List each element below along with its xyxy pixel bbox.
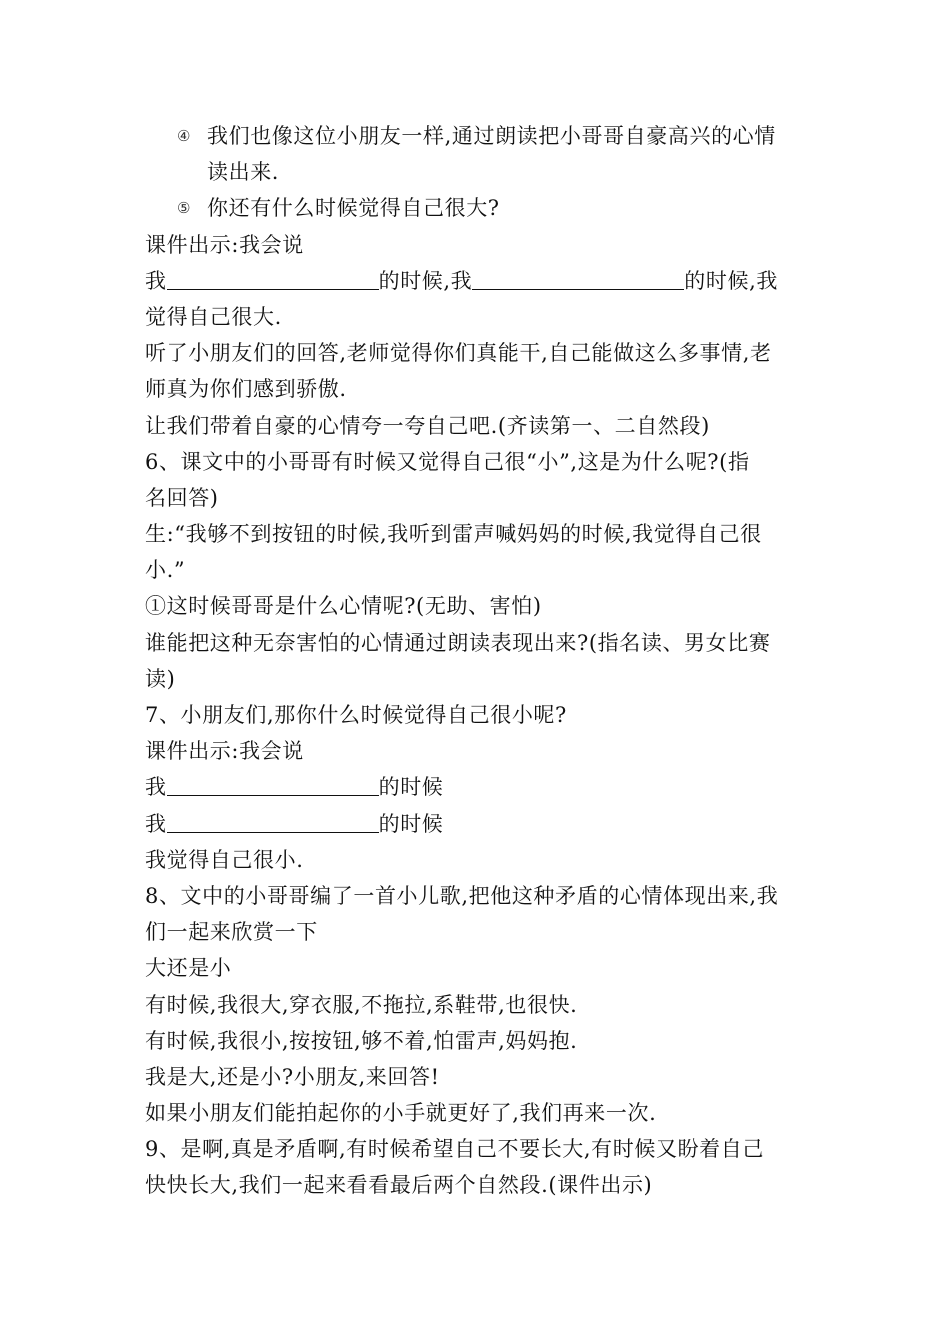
paragraph-text: 我觉得自己很小. bbox=[145, 847, 304, 872]
paragraph-text: 读出来. bbox=[207, 160, 280, 185]
paragraph-text: 6、课文中的小哥哥有时候又觉得自己很“小”,这是为什么呢?(指 bbox=[145, 449, 750, 474]
text-line bbox=[145, 1131, 815, 1167]
paragraph-text: 听了小朋友们的回答,老师觉得你们真能干,自己能做这么多事情,老 bbox=[145, 341, 772, 366]
paragraph-text: 如果小朋友们能拍起你的小手就更好了,我们再来一次. bbox=[145, 1101, 657, 1126]
list-item-4 bbox=[145, 118, 815, 154]
fill-middle: 的时候,我 bbox=[378, 268, 473, 293]
text-line bbox=[145, 733, 815, 769]
paragraph-text: 快快长大,我们一起来看看最后两个自然段.(课件出示) bbox=[145, 1173, 653, 1198]
text-line bbox=[145, 697, 815, 733]
paragraph-text: 小.” bbox=[145, 558, 186, 583]
text-line bbox=[145, 625, 815, 661]
fill-prefix: 我 bbox=[145, 775, 167, 800]
text-line bbox=[145, 661, 815, 697]
blank-line bbox=[167, 267, 379, 290]
paragraph-text: 读) bbox=[145, 666, 176, 691]
text-line bbox=[145, 1095, 815, 1131]
blank-line bbox=[472, 267, 684, 290]
fill-in-line bbox=[145, 769, 815, 805]
text-line bbox=[145, 516, 815, 552]
text-line bbox=[145, 842, 815, 878]
text-line bbox=[145, 444, 815, 480]
blank-line bbox=[167, 773, 379, 796]
text-line bbox=[145, 299, 815, 335]
paragraph-text: 8、文中的小哥哥编了一首小儿歌,把他这种矛盾的心情体现出来,我 bbox=[145, 883, 779, 908]
fill-in-line bbox=[145, 806, 815, 842]
text-line bbox=[145, 335, 815, 371]
paragraph-text: 有时候,我很小,按按钮,够不着,怕雷声,妈妈抱. bbox=[145, 1028, 578, 1053]
paragraph-text: 7、小朋友们,那你什么时候觉得自己很小呢? bbox=[145, 703, 567, 727]
paragraph-text: 你还有什么时候觉得自己很大? bbox=[207, 196, 500, 221]
list-item-5 bbox=[145, 190, 815, 226]
paragraph-text: 名回答) bbox=[145, 485, 219, 510]
text-line bbox=[145, 371, 815, 407]
paragraph-text: 师真为你们感到骄傲. bbox=[145, 377, 347, 402]
text-line bbox=[145, 227, 815, 263]
text-line bbox=[145, 878, 815, 914]
paragraph-text: 大还是小 bbox=[145, 956, 232, 981]
poem-line bbox=[145, 1059, 815, 1095]
text-line bbox=[145, 914, 815, 950]
paragraph-text: 9、是啊,真是矛盾啊,有时候希望自己不要长大,有时候又盼着自己 bbox=[145, 1137, 764, 1162]
blank-line bbox=[167, 810, 379, 833]
paragraph-text: 我们也像这位小朋友一样,通过朗读把小哥哥自豪高兴的心情 bbox=[207, 124, 776, 148]
paragraph-text: 让我们带着自豪的心情夸一夸自己吧.(齐读第一、二自然段) bbox=[145, 413, 710, 438]
paragraph-text: 生:“我够不到按钮的时候,我听到雷声喊妈妈的时候,我觉得自己很 bbox=[145, 522, 762, 547]
fill-suffix: 的时候 bbox=[378, 775, 444, 800]
fill-in-line bbox=[145, 263, 815, 299]
text-line bbox=[145, 408, 815, 444]
fill-prefix: 我 bbox=[145, 811, 167, 836]
paragraph-text: 课件出示:我会说 bbox=[145, 739, 304, 764]
poem-line bbox=[145, 1023, 815, 1059]
text-line bbox=[145, 1167, 815, 1203]
paragraph-text: 们一起来欣赏一下 bbox=[145, 920, 318, 945]
fill-prefix: 我 bbox=[145, 268, 167, 293]
poem-title bbox=[145, 950, 815, 986]
paragraph-text: 有时候,我很大,穿衣服,不拖拉,系鞋带,也很快. bbox=[145, 992, 578, 1017]
document-body bbox=[145, 118, 815, 1204]
paragraph-text: 我是大,还是小?小朋友,来回答! bbox=[145, 1064, 440, 1089]
paragraph-text: ①这时候哥哥是什么心情呢?(无助、害怕) bbox=[145, 594, 542, 619]
fill-suffix: 的时候,我 bbox=[684, 268, 778, 293]
text-line bbox=[145, 154, 815, 190]
fill-suffix: 的时候 bbox=[378, 811, 444, 836]
text-line bbox=[145, 588, 815, 624]
text-line bbox=[145, 552, 815, 588]
list-marker: ⑤ bbox=[177, 199, 192, 218]
poem-line bbox=[145, 987, 815, 1023]
paragraph-text: 谁能把这种无奈害怕的心情通过朗读表现出来?(指名读、男女比赛 bbox=[145, 630, 771, 655]
paragraph-text: 课件出示:我会说 bbox=[145, 232, 304, 257]
text-line bbox=[145, 480, 815, 516]
list-marker: ④ bbox=[177, 127, 192, 145]
paragraph-text: 觉得自己很大. bbox=[145, 304, 282, 329]
